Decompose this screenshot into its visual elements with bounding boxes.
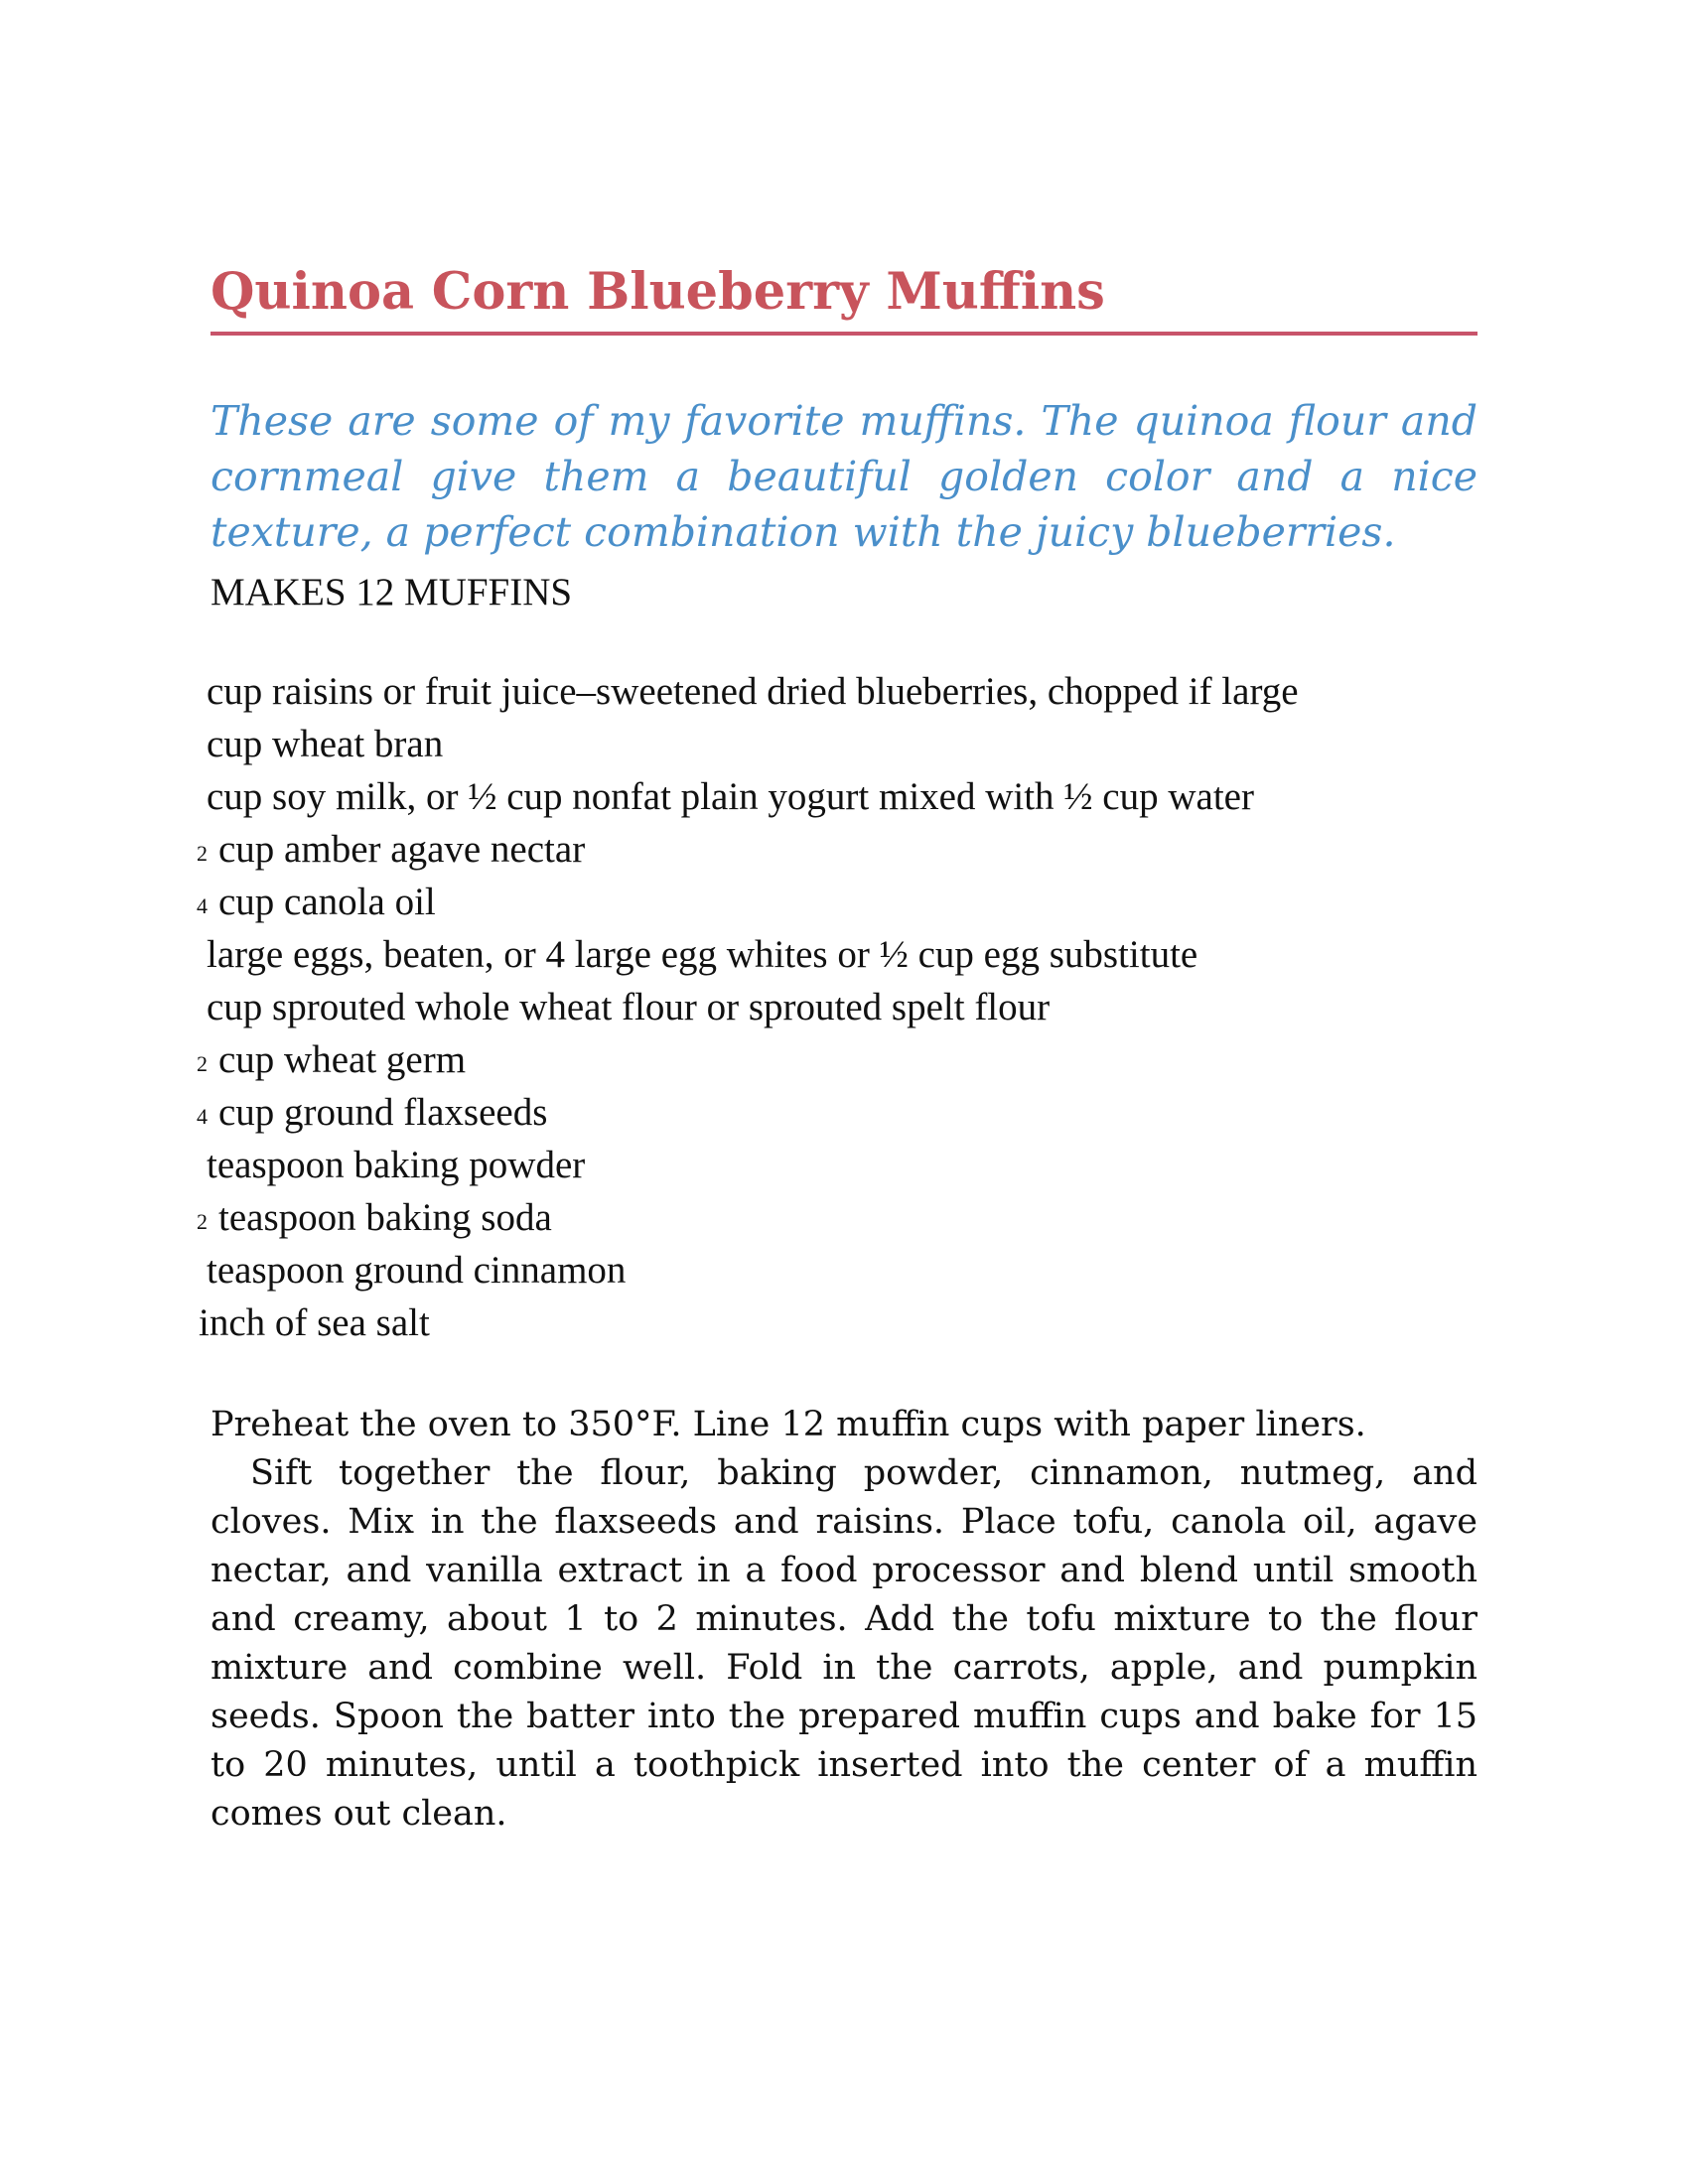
ingredient-text: inch of sea salt bbox=[199, 1301, 430, 1344]
ingredient-item bbox=[197, 823, 1477, 876]
ingredient-item bbox=[207, 1244, 1477, 1297]
ingredient-text: cup canola oil bbox=[218, 881, 436, 923]
ingredient-item bbox=[207, 770, 1477, 823]
ingredient-item bbox=[207, 718, 1477, 770]
ingredient-text: large eggs, beaten, or 4 large egg whites or ½ cup egg substitute bbox=[207, 933, 1198, 976]
ingredient-item bbox=[207, 928, 1477, 981]
ingredient-item bbox=[197, 1191, 1477, 1244]
ingredient-item bbox=[197, 1033, 1477, 1086]
ingredient-text: cup sprouted whole wheat flour or sprouted spelt flour bbox=[207, 986, 1051, 1028]
method-step-1: Preheat the oven to 350°F. Line 12 muffin cups with paper liners. bbox=[211, 1405, 1366, 1444]
ingredient-text: teaspoon baking soda bbox=[218, 1196, 552, 1239]
recipe-yield: MAKES 12 MUFFINS bbox=[211, 571, 573, 614]
ingredient-text: cup amber agave nectar bbox=[218, 828, 586, 871]
ingredient-item bbox=[207, 981, 1477, 1033]
method-step-2: Sift together the flour, baking powder, cinnamon, nutmeg, and cloves. Mix in the flaxseeds and raisins. Place tofu, canola oil, agave nectar, and vanilla extract in a food processor and blend until smooth and creamy, about 1 to 2 minutes. Add the tofu mixture to the flour mixture and combine well. Fold in the carrots, apple, and pumpkin seeds. Spoon the batter into the prepared muffin cups and bake for 15 to 20 minutes, until a toothpick inserted into the center of a muffin comes out clean. bbox=[211, 1453, 1477, 1834]
ingredient-text: cup raisins or fruit juice–sweetened dried blueberries, chopped if large bbox=[207, 670, 1299, 713]
ingredient-text: teaspoon baking powder bbox=[207, 1144, 586, 1186]
recipe-intro: These are some of my favorite muffins. The quinoa flour and cornmeal give them a beautiful golden color and a nice texture, a perfect combination with the juicy blueberries. bbox=[211, 397, 1477, 556]
ingredient-text: cup ground flaxseeds bbox=[218, 1091, 548, 1134]
method-section bbox=[211, 1401, 1477, 1839]
recipe-page bbox=[197, 260, 1477, 1839]
ingredient-text: cup wheat germ bbox=[218, 1038, 467, 1081]
ingredient-list bbox=[197, 665, 1477, 1349]
ingredient-fraction-fragment: 4 bbox=[197, 1104, 208, 1129]
ingredient-item bbox=[197, 876, 1477, 928]
ingredient-item bbox=[199, 1297, 1477, 1349]
recipe-title: Quinoa Corn Blueberry Muffins bbox=[211, 260, 1477, 336]
ingredient-text: cup soy milk, or ½ cup nonfat plain yogurt mixed with ½ cup water bbox=[207, 775, 1254, 818]
ingredient-item bbox=[207, 1139, 1477, 1191]
ingredient-item bbox=[197, 1086, 1477, 1139]
ingredient-text: cup wheat bran bbox=[207, 723, 444, 765]
ingredient-fraction-fragment: 2 bbox=[197, 841, 208, 866]
ingredient-fraction-fragment: 2 bbox=[197, 1051, 208, 1076]
ingredient-item bbox=[207, 665, 1477, 718]
ingredient-fraction-fragment: 4 bbox=[197, 893, 208, 918]
ingredient-fraction-fragment: 2 bbox=[197, 1209, 208, 1234]
ingredient-text: teaspoon ground cinnamon bbox=[207, 1249, 627, 1292]
